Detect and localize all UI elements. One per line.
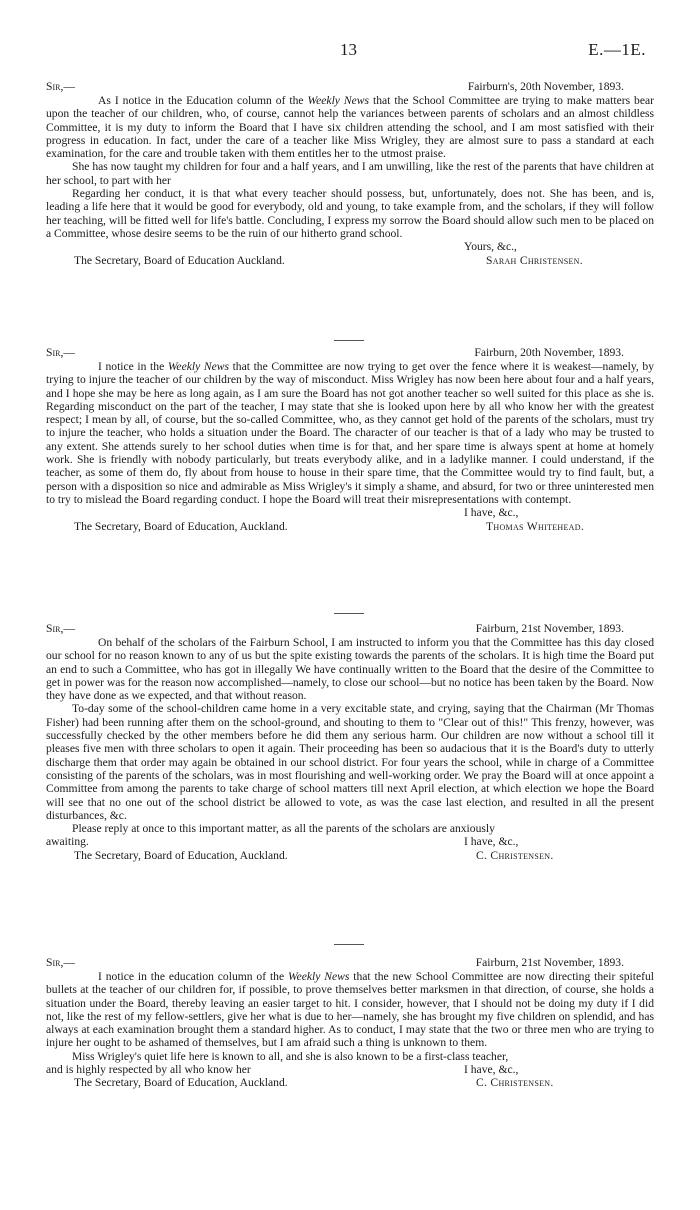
closing: I have, &c., <box>464 1063 519 1077</box>
place-date: Fairburn's, 20th November, 1893. <box>467 80 624 93</box>
paragraph: To-day some of the school-children came home in a very excitable state, and crying, saying that the Chairman (Mr Thomas Fisher) had been running after them on the school-ground, and shouting to them to "Clear out of this!" This frenzy, however, was successfully checked by the other members before he did them any serious harm. Our children are now without a school till it pleases five men with three scholars to open it again. Their proceeding has been so audacious that it is the Board's duty to utterly discharge them that order may again be obtained in our school district. For four years the school, while in charge of a Committee consisting of the parents of the scholars, was in most flourishing and well-working order. We pray the Board will at once appoint a Committee from among the parents to take charge of school matters till next April election, at which election we hope the Board will see that no one out of the school district be allowed to vote, as was the case last election, and resulted in all the present disturbances, &c. <box>46 702 654 822</box>
signature: Thomas Whitehead. <box>486 519 585 533</box>
paragraph: Please reply at once to this important matter, as all the parents of the scholars are anxiously <box>72 822 495 836</box>
divider <box>334 944 364 945</box>
paragraph: I notice in the education column of the Weekly News that the new School Committee are now directing their spiteful bullets at the teacher of our children for, if possible, to prove themselves better marksmen in that direction, of course, she holds a situation under the Board, thereby leaving an easier target to hit. I consider, however, that I should not be doing my duty if I did not, like the rest of my fellow-settlers, give her what is due to her—namely, she has brought my five children on splendid, and has always at each examination brought them a standard higher. As to conduct, I may state that the two or three men who are trying to injure her ought to be ashamed of themselves, but I am afraid such a thing is unknown to them. <box>46 970 654 1050</box>
paragraph: I notice in the Weekly News that the Committee are now trying to get over the fence where it is weakest—namely, by trying to injure the teacher of our children by the way of misconduct. Miss Wrigley has now been here about four and a half years, and I hope she may be here as long again, as I am sure the Board has not got another teacher so well suited for this place as she is. Regarding misconduct on the part of the teacher, I may state that she is looked upon here by all who know her with the greatest respect; I mean by all, of course, but the so-called Committee, who, as they cannot get hold of the parents of the scholars, must try to injure the teacher, who holds a situation under the Board. The character of our teacher is that of a lady who may be trusted to any extent. She attends surely to her school duties when time is for that, and her spare time is always spent at home at homely work. She is friendly with nobody particularly, but treats everybody alike, and in a ladylike manner. I could understand, if the teacher, as some of them do, fly about from house to house in their spare time, that the Committee would try to find fault, but, a person with a disposition so nice and admirable as Miss Wrigley's it simply a shame, and absurd, for two or three uninterested men to try to mislead the Board regarding conduct. I hope the Board will treat their misrepresentations with contempt. <box>46 360 655 506</box>
signature: Sarah Christensen. <box>486 253 583 267</box>
salutation: Sir,— <box>46 622 75 635</box>
divider <box>334 613 364 614</box>
place-date: Fairburn, 20th November, 1893. <box>474 346 624 359</box>
divider <box>334 340 364 341</box>
paragraph: Miss Wrigley's quiet life here is known to all, and she is also known to be a first-class teacher, <box>72 1049 509 1063</box>
closing: Yours, &c., <box>464 240 517 254</box>
page-header <box>0 40 700 64</box>
closing: I have, &c., <box>464 506 519 520</box>
paragraph: She has now taught my children for four and a half years, and I am unwilling, like the rest of the parents that have children at her school, to part with her <box>46 160 654 187</box>
letter-1 <box>46 80 654 268</box>
letter-4 <box>46 956 654 1090</box>
place-date: Fairburn, 21st November, 1893. <box>475 956 624 969</box>
paper-reference: E.—1E. <box>588 40 646 59</box>
letter-3 <box>46 622 654 863</box>
signature: C. Christensen. <box>476 848 554 862</box>
recipient: The Secretary, Board of Education Auckland. <box>74 253 285 267</box>
recipient: The Secretary, Board of Education, Auckland. <box>74 519 288 533</box>
salutation: Sir,— <box>46 956 75 969</box>
salutation: Sir,— <box>46 346 75 359</box>
closing: I have, &c., <box>464 835 519 849</box>
letter-2 <box>46 346 654 534</box>
salutation: Sir,— <box>46 80 75 93</box>
recipient: The Secretary, Board of Education, Auckland. <box>74 1076 288 1090</box>
recipient: The Secretary, Board of Education, Auckland. <box>74 848 288 862</box>
paragraph-end: and is highly respected by all who know her <box>46 1063 251 1077</box>
paragraph-end: awaiting. <box>46 835 89 849</box>
place-date: Fairburn, 21st November, 1893. <box>475 622 624 635</box>
paragraph: Regarding her conduct, it is that what every teacher should possess, but, unfortunately, does not. She has been, and is, leading a life here that it would be good for everybody, old and young, to take example from, and the scholars, if they will follow her teaching, will be fitted well for life's battle. Concluding, I express my sorrow the Board should allow such men to be placed on a Committee, whose desire seems to be the ruin of our hitherto grand school. <box>46 187 654 240</box>
signature: C. Christensen. <box>476 1076 554 1090</box>
page-number: 13 <box>340 40 357 59</box>
paragraph: On behalf of the scholars of the Fairburn School, I am instructed to inform you that the Committee has this day closed our school for no reason known to any of us but the spite existing towards the parents of the scholars. It is high time the Board put an end to such a Committee, who has got in illegally We have continually written to the Board that the desire of the Committee to get in power was for the reason now accomplished—namely, to close our school—but no notice has been taken by the Board. Now they have done as we expected, and that without reason. <box>46 636 654 703</box>
paragraph: As I notice in the Education column of the Weekly News that the School Committee are trying to make matters bear upon the teacher of our children, who, of course, cannot help the variances between parents of scholars and an almost childless Committee, it is my duty to inform the Board that I have six children attending the school, and I am most satisfied with their progress in education. In fact, under the care of a teacher like Miss Wrigley, they are almost sure to pass a standard at each examination, for the care and trouble taken with them entitles her to the utmost praise. <box>46 94 655 161</box>
